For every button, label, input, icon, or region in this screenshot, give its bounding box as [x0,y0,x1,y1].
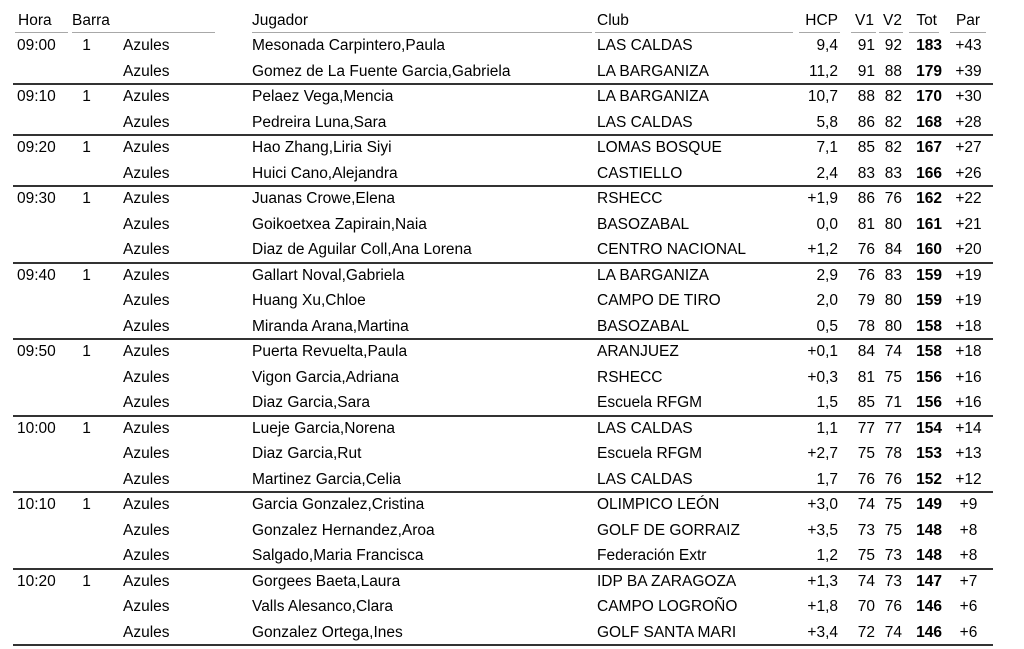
player-row [13,390,993,416]
cell-barra [68,620,115,646]
cell-par: +26 [955,164,982,182]
cell-club: LOMAS BOSQUE [597,139,722,156]
cell-player-name: Hao Zhang,Liria Siyi [252,139,392,156]
cell-hora [13,314,68,340]
cell-par: +20 [955,241,982,258]
cell-par: +22 [955,190,982,207]
cell-hora [13,365,68,391]
cell-club: LAS CALDAS [597,419,693,437]
cell-v1: 91 [857,62,875,80]
cell-hora [13,288,68,314]
player-row [13,33,993,59]
cell-player-name: Juanas Crowe,Elena [252,190,396,207]
group-separator-line [13,415,993,417]
player-row [13,339,993,365]
player-row [13,59,993,85]
cell-barra: 1 [82,190,91,207]
cell-hcp: 0,0 [816,215,838,233]
cell-tot: 159 [916,266,942,284]
group-separator-line [13,185,993,187]
cell-barra [68,390,115,416]
cell-par: +14 [955,419,982,437]
cell-par: +18 [955,317,982,335]
cell-hora: 09:50 [17,343,56,360]
player-row [13,620,993,646]
cell-v1: 86 [857,190,875,207]
cell-tot: 167 [916,139,942,156]
cell-hora: 10:10 [17,496,56,513]
cell-hora [13,212,68,238]
cell-player-name: Gonzalez Hernandez,Aroa [252,521,435,539]
player-row [13,288,993,314]
cell-tot: 152 [916,470,942,488]
cell-player-name: Huici Cano,Alejandra [252,164,398,182]
cell-v2: 76 [884,470,902,488]
cell-team: Azules [123,496,170,513]
cell-hora [13,59,68,85]
cell-par: +6 [959,598,978,615]
cell-v2: 71 [884,394,902,411]
cell-player-name: Gomez de La Fuente Garcia,Gabriela [252,62,511,80]
cell-club: RSHECC [597,368,663,386]
cell-barra [68,543,115,569]
cell-hora [13,518,68,544]
cell-hcp: +0,1 [807,343,838,360]
cell-par: +12 [955,470,982,488]
cell-barra [68,365,115,391]
cell-team: Azules [123,368,170,386]
cell-v2: 83 [884,266,902,284]
cell-tot: 160 [916,241,942,258]
cell-club: CAMPO LOGROÑO [597,598,738,615]
cell-hora: 10:20 [17,572,56,590]
cell-player-name: Martinez Garcia,Celia [252,470,402,488]
cell-hcp: 0,5 [816,317,838,335]
cell-club: Escuela RFGM [597,445,703,462]
cell-v1: 86 [857,113,875,131]
cell-hcp: +3,0 [807,496,838,513]
player-row [13,518,993,544]
cell-tot: 156 [916,368,942,386]
player-row [13,212,993,238]
cell-v1: 76 [857,241,875,258]
cell-v2: 92 [884,37,902,54]
cell-par: +27 [955,139,982,156]
cell-par: +7 [959,572,978,590]
col-header-par [944,6,993,33]
cell-hora: 09:20 [17,139,56,156]
cell-v2: 80 [884,215,902,233]
cell-barra [68,110,115,136]
cell-player-name: Garcia Gonzalez,Cristina [252,496,425,513]
player-row [13,569,993,595]
cell-club: CASTIELLO [597,164,683,182]
player-row [13,314,993,340]
cell-player-name: Mesonada Carpintero,Paula [252,37,446,54]
cell-barra: 1 [82,496,91,513]
cell-tot: 158 [916,343,942,360]
cell-par: +8 [959,547,978,564]
cell-hcp: 1,7 [816,470,838,488]
cell-tot: 154 [916,419,942,437]
cell-tot: 147 [916,572,942,590]
cell-team: Azules [123,164,170,182]
cell-club: GOLF SANTA MARI [597,623,737,641]
cell-player-name: Miranda Arana,Martina [252,317,409,335]
cell-hcp: 9,4 [816,37,838,54]
cell-club: BASOZABAL [597,215,690,233]
cell-barra [68,594,115,620]
cell-club: ARANJUEZ [597,343,679,360]
cell-barra: 1 [82,419,91,437]
cell-hora [13,620,68,646]
cell-par: +9 [959,496,978,513]
cell-v1: 81 [857,368,875,386]
cell-barra [68,59,115,85]
cell-v1: 76 [857,266,875,284]
cell-player-name: Gonzalez Ortega,Ines [252,623,403,641]
cell-par: +16 [955,368,982,386]
cell-hcp: 10,7 [807,88,838,105]
group-separator-line [13,83,993,85]
cell-v1: 91 [857,37,875,54]
cell-v2: 73 [884,572,902,590]
cell-team: Azules [123,521,170,539]
cell-hora [13,441,68,467]
cell-hora [13,110,68,136]
cell-tot: 146 [916,598,942,615]
cell-club: IDP BA ZARAGOZA [597,572,737,590]
player-row [13,237,993,263]
cell-team: Azules [123,470,170,488]
cell-hcp: 2,4 [816,164,838,182]
cell-par: +30 [955,88,982,105]
cell-team: Azules [123,241,170,258]
player-row [13,186,993,212]
cell-v2: 80 [884,292,902,309]
cell-hora: 10:00 [17,419,56,437]
cell-tot: 149 [916,496,942,513]
cell-tot: 153 [916,445,942,462]
cell-tot: 161 [916,215,942,233]
cell-par: +19 [955,292,982,309]
cell-hora: 09:30 [17,190,56,207]
cell-club: CAMPO DE TIRO [597,292,721,309]
col-header-club [595,6,795,33]
cell-hcp: +0,3 [807,368,838,386]
cell-team: Azules [123,292,170,309]
cell-team: Azules [123,113,170,131]
cell-hcp: +3,5 [807,521,838,539]
col-header-v2 [877,6,904,33]
cell-v1: 70 [857,598,875,615]
cell-hora [13,543,68,569]
cell-barra: 1 [82,88,91,105]
group-separator-line [13,568,993,570]
cell-club: Federación Extr [597,547,707,564]
cell-par: +39 [955,62,982,80]
cell-v1: 83 [857,164,875,182]
cell-club: RSHECC [597,190,663,207]
cell-v1: 73 [857,521,875,539]
player-row [13,441,993,467]
col-header-club-label: Club [595,12,793,33]
cell-club: BASOZABAL [597,317,690,335]
cell-player-name: Gallart Noval,Gabriela [252,266,405,284]
cell-team: Azules [123,62,170,80]
cell-tot: 148 [916,547,942,564]
cell-v2: 80 [884,317,902,335]
cell-par: +13 [955,445,982,462]
cell-hcp: 1,2 [816,547,838,564]
cell-tot: 156 [916,394,942,411]
cell-hcp: +1,8 [807,598,838,615]
cell-v1: 84 [857,343,875,360]
cell-barra [68,288,115,314]
cell-tot: 166 [916,164,942,182]
col-header-hcp [795,6,843,33]
cell-club: LAS CALDAS [597,470,693,488]
cell-team: Azules [123,598,170,615]
group-separator-line [13,134,993,136]
col-header-v2-label: V2 [879,12,903,33]
cell-v2: 75 [884,521,902,539]
cell-v1: 79 [857,292,875,309]
cell-club: GOLF DE GORRAIZ [597,521,740,539]
cell-v2: 88 [884,62,902,80]
cell-hora [13,390,68,416]
cell-hcp: +1,2 [807,241,838,258]
cell-v2: 76 [884,190,902,207]
cell-barra [68,467,115,493]
cell-club: LA BARGANIZA [597,88,709,105]
cell-hora [13,161,68,187]
cell-hcp: +1,9 [807,190,838,207]
cell-barra: 1 [82,139,91,156]
cell-team: Azules [123,394,170,411]
cell-player-name: Huang Xu,Chloe [252,292,366,309]
cell-barra: 1 [82,266,91,284]
cell-club: Escuela RFGM [597,394,703,411]
cell-hora [13,594,68,620]
cell-par: +19 [955,266,982,284]
cell-hora [13,467,68,493]
player-row [13,161,993,187]
cell-player-name: Diaz de Aguilar Coll,Ana Lorena [252,241,472,258]
cell-hcp: 1,1 [816,419,838,437]
cell-player-name: Salgado,Maria Francisca [252,547,424,564]
cell-team: Azules [123,419,170,437]
cell-par: +21 [955,215,982,233]
cell-team: Azules [123,572,170,590]
cell-par: +8 [959,521,978,539]
cell-team: Azules [123,343,170,360]
cell-team: Azules [123,139,170,156]
cell-tot: 148 [916,521,942,539]
cell-v1: 76 [857,470,875,488]
cell-player-name: Pelaez Vega,Mencia [252,88,394,105]
cell-team: Azules [123,215,170,233]
col-header-tot-label: Tot [909,12,939,33]
cell-hora: 09:10 [17,88,56,105]
player-row [13,543,993,569]
cell-par: +16 [955,394,982,411]
cell-barra: 1 [82,343,91,360]
cell-team: Azules [123,445,170,462]
cell-tot: 170 [916,88,942,105]
col-header-hora [13,6,68,33]
cell-player-name: Diaz Garcia,Sara [252,394,371,411]
header-row [13,6,993,33]
cell-hcp: 2,0 [816,292,838,309]
cell-v2: 82 [884,139,902,156]
cell-v2: 75 [884,368,902,386]
cell-barra [68,237,115,263]
cell-v1: 88 [857,88,875,105]
cell-hora: 09:40 [17,266,56,284]
cell-barra: 1 [82,37,91,54]
cell-v1: 75 [857,445,875,462]
cell-tot: 162 [916,190,942,207]
player-row [13,263,993,289]
cell-tot: 179 [916,62,942,80]
cell-barra [68,441,115,467]
cell-team: Azules [123,190,170,207]
col-header-barra [68,6,252,33]
col-header-jugador [252,6,595,33]
player-row [13,594,993,620]
cell-v2: 74 [884,343,902,360]
cell-v1: 74 [857,496,875,513]
cell-team: Azules [123,317,170,335]
cell-tot: 159 [916,292,942,309]
col-header-par-label: Par [950,12,986,33]
cell-tot: 158 [916,317,942,335]
cell-player-name: Valls Alesanco,Clara [252,598,394,615]
cell-team: Azules [123,266,170,284]
player-row [13,84,993,110]
cell-team: Azules [123,37,170,54]
cell-v1: 78 [857,317,875,335]
cell-hcp: +3,4 [807,623,838,641]
cell-club: CENTRO NACIONAL [597,241,746,258]
cell-v1: 85 [857,394,875,411]
cell-player-name: Diaz Garcia,Rut [252,445,362,462]
cell-par: +18 [955,343,982,360]
cell-player-name: Gorgees Baeta,Laura [252,572,401,590]
cell-hora: 09:00 [17,37,56,54]
cell-v2: 84 [884,241,902,258]
cell-v1: 77 [857,419,875,437]
cell-team: Azules [123,623,170,641]
group-separator-line [13,644,993,646]
cell-hcp: +2,7 [807,445,838,462]
player-row [13,135,993,161]
col-header-hcp-label: HCP [799,12,840,33]
cell-club: LAS CALDAS [597,37,693,54]
col-header-jugador-label: Jugador [252,12,592,33]
cell-club: LA BARGANIZA [597,62,709,80]
player-row [13,492,993,518]
cell-v2: 77 [884,419,902,437]
cell-v1: 72 [857,623,875,641]
cell-v1: 81 [857,215,875,233]
cell-v2: 76 [884,598,902,615]
cell-par: +43 [955,37,982,54]
cell-team: Azules [123,547,170,564]
cell-barra [68,212,115,238]
cell-player-name: Puerta Revuelta,Paula [252,343,408,360]
cell-v2: 82 [884,113,902,131]
cell-barra: 1 [82,572,91,590]
cell-hcp: 7,1 [816,139,838,156]
cell-barra [68,314,115,340]
cell-v2: 73 [884,547,902,564]
cell-hcp: 11,2 [808,62,838,80]
cell-club: LAS CALDAS [597,113,693,131]
col-header-v1 [843,6,877,33]
cell-player-name: Pedreira Luna,Sara [252,113,387,131]
cell-v1: 85 [857,139,875,156]
player-row [13,110,993,136]
cell-tot: 146 [916,623,942,641]
cell-v2: 83 [884,164,902,182]
player-row [13,467,993,493]
cell-v2: 82 [884,88,902,105]
cell-team: Azules [123,88,170,105]
col-header-hora-label: Hora [15,12,68,33]
cell-v2: 75 [884,496,902,513]
cell-player-name: Lueje Garcia,Norena [252,419,396,437]
cell-v1: 74 [857,572,875,590]
cell-hcp: +1,3 [807,572,838,590]
cell-v2: 78 [884,445,902,462]
player-row [13,365,993,391]
cell-hora [13,237,68,263]
col-header-v1-label: V1 [851,12,876,33]
cell-hcp: 1,5 [816,394,838,411]
cell-barra [68,518,115,544]
cell-tot: 183 [916,37,942,54]
cell-club: OLIMPICO LEÓN [597,496,720,513]
cell-hcp: 5,8 [816,113,838,131]
tee-times-table [13,6,993,645]
col-header-tot [904,6,944,33]
group-separator-line [13,338,993,340]
cell-player-name: Vigon Garcia,Adriana [252,368,400,386]
col-header-barra-label: Barra [72,12,215,33]
cell-barra [68,161,115,187]
cell-v1: 75 [857,547,875,564]
cell-hcp: 2,9 [816,266,838,284]
group-separator-line [13,262,993,264]
cell-tot: 168 [916,113,942,131]
player-row [13,416,993,442]
group-separator-line [13,491,993,493]
cell-player-name: Goikoetxea Zapirain,Naia [252,215,427,233]
cell-par: +6 [959,623,978,641]
cell-v2: 74 [884,623,902,641]
cell-club: LA BARGANIZA [597,266,709,284]
cell-par: +28 [955,113,982,131]
